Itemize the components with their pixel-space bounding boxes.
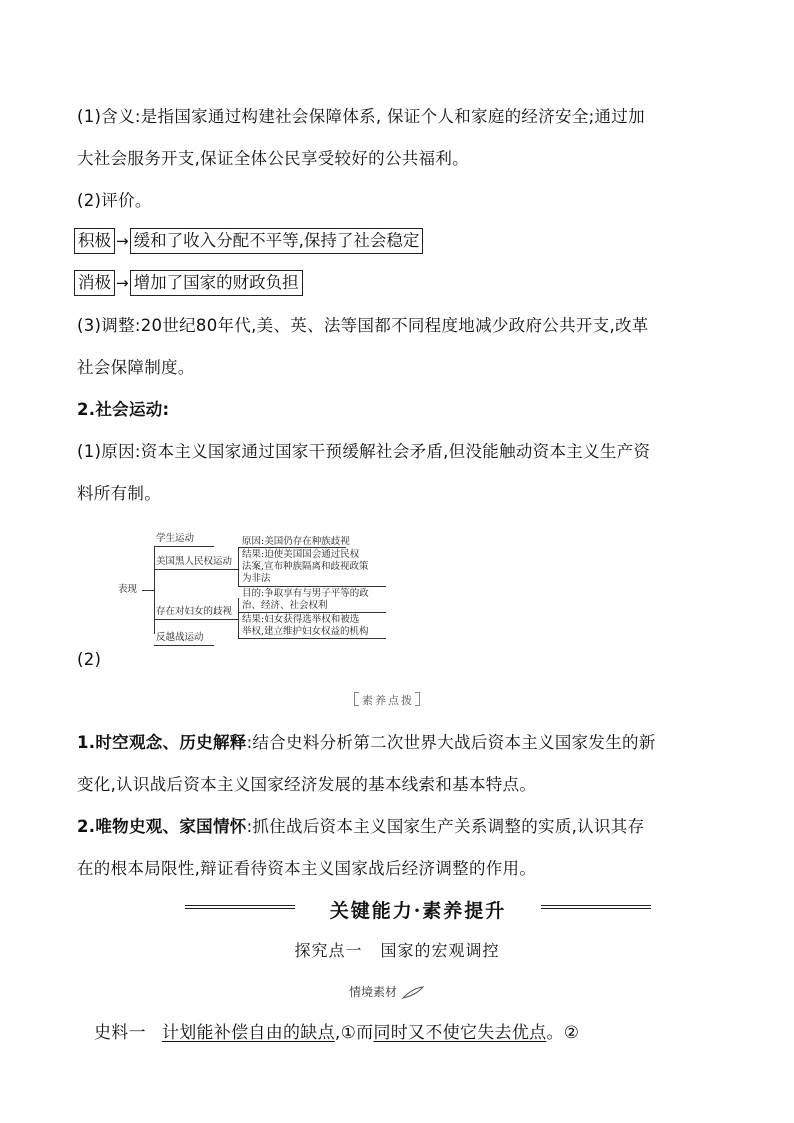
mm-leaf-cause-line (238, 547, 346, 548)
mm-civil-bracket (238, 547, 239, 587)
mm-branch-antiwar: 反越战运动 (156, 632, 204, 643)
literacy-point-2 (77, 815, 644, 839)
source-underline-1: 计划能补偿自由的缺点 (161, 1023, 335, 1043)
mm-trunk (154, 546, 155, 634)
literacy-point-1-text: :结合史料分析第二次世界大战后资本主义国家发生的新 (246, 733, 656, 752)
literacy-badge (362, 692, 414, 708)
subheading-index: 探究点一 (294, 941, 363, 960)
source-connector-2: 。② (546, 1023, 580, 1043)
literacy-point-2-text: :抓住战后资本主义国家生产关系调整的实质,认识其存 (246, 817, 645, 836)
negative-text-box: 增加了国家的财政负担 (130, 270, 303, 296)
literacy-point-1b: 变化,认识战后资本主义国家经济发展的基本线索和基本特点。 (77, 775, 537, 794)
mm-leaf-result-2a: 结果:妇女获得选举权和被选 (242, 614, 360, 625)
mm-leaf-result-1-line (238, 586, 386, 587)
badge-right-bracket-icon (415, 692, 420, 706)
arrow-icon: → (116, 274, 129, 292)
mm-branch-women-line (154, 619, 238, 620)
source-connector-1: ,①而 (334, 1023, 374, 1043)
para-meaning-2: 大社会服务开支,保证全体公民享受较好的公共福利。 (77, 149, 469, 168)
para-adjust-2: 社会保障制度。 (77, 358, 195, 377)
positive-text-box: 缓和了收入分配不平等,保持了社会稳定 (130, 228, 424, 254)
arrow-icon: → (116, 232, 129, 250)
literacy-point-1-label: 1.时空观念、历史解释 (77, 733, 247, 752)
para-cause-2: 料所有制。 (77, 484, 161, 503)
mm-root: 表现 (118, 584, 138, 595)
positive-label-box: 积极 (74, 228, 115, 254)
mm-branch-student-line (154, 546, 214, 547)
mm-leaf-goal-b: 治、经济、社会权利 (242, 600, 328, 611)
mm-branch-women: 存在对妇女的歧视 (156, 606, 233, 617)
mm-branch-civil-line (154, 569, 238, 570)
eval-row-positive (74, 228, 423, 254)
mm-leaf-result-1c: 为非法 (242, 573, 271, 584)
badge-text: 素养点拨 (362, 694, 414, 707)
para-cause-1: (1)原因:资本主义国家通过国家干预缓解社会矛盾,但没能触动资本主义生产资 (77, 442, 651, 461)
literacy-point-1 (77, 731, 656, 755)
subheading (0, 938, 794, 961)
source-line (94, 1021, 579, 1045)
heading-social-movement: 2.社会运动: (77, 400, 170, 419)
eval-row-negative (74, 270, 303, 296)
para-evaluation: (2)评价。 (77, 191, 152, 210)
mm-leaf-goal-a: 目的:争取享有与男子平等的政 (242, 588, 369, 599)
context-tag-text: 情境素材 (349, 985, 398, 999)
literacy-point-2-label: 2.唯物史观、家国情怀 (77, 817, 247, 836)
context-material-tag (349, 983, 425, 1000)
section-banner (185, 898, 651, 920)
banner-title: 关键能力·素养提升 (329, 900, 507, 922)
para-adjust-1: (3)调整:20世纪80年代,美、英、法等国都不同程度地减少政府公共开支,改革 (77, 316, 649, 335)
mm-leaf-result-1b: 法案,宣布种族隔离和歧视政策 (242, 561, 369, 572)
mm-women-bracket (238, 598, 239, 638)
mm-branch-antiwar-line (154, 645, 214, 646)
subheading-title: 国家的宏观调控 (380, 941, 500, 960)
mm-leaf-result-2-line (238, 638, 386, 639)
source-underline-2: 同时又不使它失去优点 (373, 1023, 547, 1043)
para-manifest-label: (2) (77, 650, 102, 669)
badge-left-bracket-icon (354, 692, 359, 706)
para-meaning-1: (1)含义:是指国家通过构建社会保障体系, 保证个人和家庭的经济安全;通过加 (77, 107, 645, 126)
mm-branch-student: 学生运动 (156, 533, 195, 544)
mm-leaf-goal-line (238, 612, 386, 613)
mm-root-link (142, 590, 154, 591)
negative-label-box: 消极 (74, 270, 115, 296)
mm-leaf-cause: 原因:美国仍存在种族歧视 (242, 536, 350, 547)
mm-leaf-result-2b: 举权,建立维护妇女权益的机构 (242, 626, 369, 637)
mm-branch-civil-rights: 美国黑人民权运动 (156, 556, 233, 567)
feather-icon (401, 986, 425, 1000)
source-lead: 史料一 (94, 1023, 146, 1043)
literacy-point-2b: 在的根本局限性,辩证看待资本主义国家战后经济调整的作用。 (77, 859, 537, 878)
mm-leaf-result-1a: 结果:迫使美国国会通过民权 (242, 549, 360, 560)
